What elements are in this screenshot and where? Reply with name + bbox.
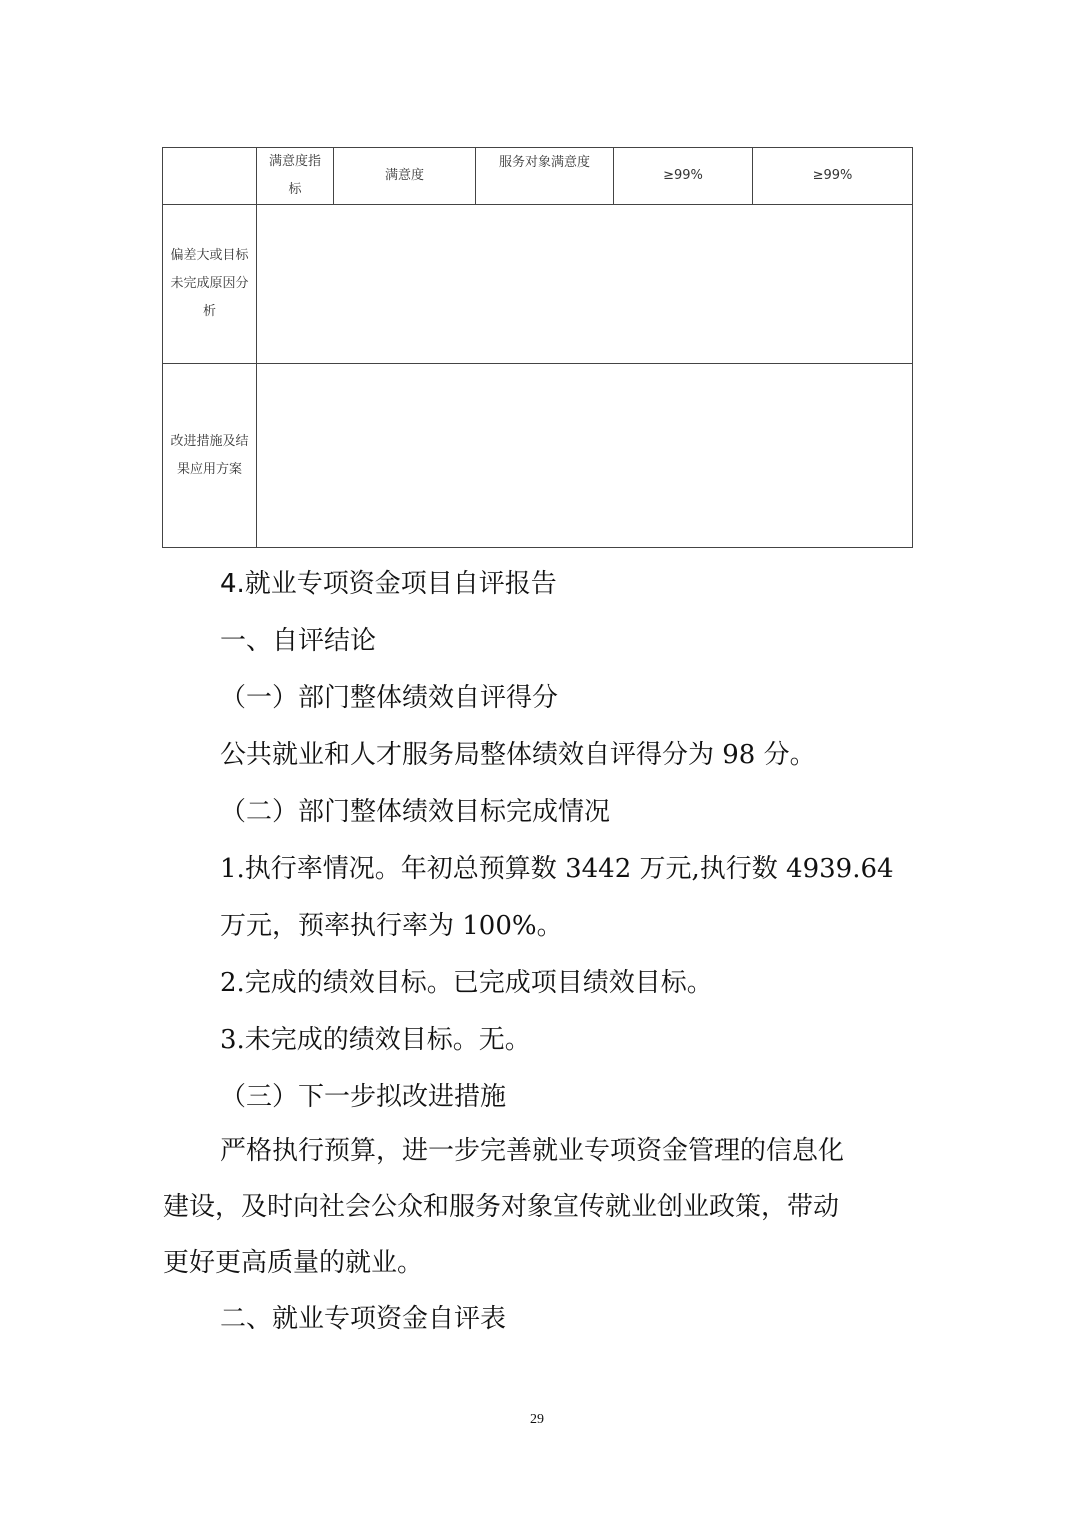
table-cell-target: ≥99% <box>614 148 753 205</box>
paragraph-completed-goals: 2.完成的绩效目标。已完成项目绩效目标。 <box>220 968 713 998</box>
paragraph-uncompleted-goals: 3.未完成的绩效目标。无。 <box>220 1025 531 1055</box>
table-cell-improvement-label: 改进措施及结果应用方案 <box>163 364 257 548</box>
table-cell-subcategory: 满意度 <box>334 148 476 205</box>
paragraph-execution-rate-line1: 1.执行率情况。年初总预算数 3442 万元,执行数 4939.64 <box>220 854 894 884</box>
paragraph-measures-line2: 建设，及时向社会公众和服务对象宣传就业创业政策，带动 <box>163 1192 840 1222</box>
heading-self-evaluation-table: 二、就业专项资金自评表 <box>220 1304 507 1334</box>
table-cell-category: 满意度指标 <box>257 148 334 205</box>
table-cell-actual: ≥99% <box>753 148 913 205</box>
subheading-next-steps: （三）下一步拟改进措施 <box>220 1082 507 1112</box>
heading-self-evaluation-conclusion: 一、自评结论 <box>220 626 377 656</box>
table-row <box>163 148 913 205</box>
page-number: 29 <box>530 1412 544 1427</box>
table-row <box>163 364 913 548</box>
table-cell-indicator: 服务对象满意度 <box>476 148 614 205</box>
paragraph-execution-rate-line2: 万元，预率执行率为 100%。 <box>220 911 563 941</box>
table-cell-deviation-content <box>257 205 913 364</box>
paragraph-measures-line1: 严格执行预算，进一步完善就业专项资金管理的信息化 <box>220 1136 845 1166</box>
table-row <box>163 205 913 364</box>
table-cell-empty <box>163 148 257 205</box>
subheading-score: （一）部门整体绩效自评得分 <box>220 683 559 713</box>
subheading-goal-completion: （二）部门整体绩效目标完成情况 <box>220 797 611 827</box>
paragraph-measures-line3: 更好更高质量的就业。 <box>163 1248 424 1278</box>
section-title: 4.就业专项资金项目自评报告 <box>220 569 557 599</box>
performance-table <box>162 147 913 548</box>
table-cell-improvement-content <box>257 364 913 548</box>
table-cell-deviation-label: 偏差大或目标未完成原因分析 <box>163 205 257 364</box>
paragraph-score: 公共就业和人才服务局整体绩效自评得分为 98 分。 <box>220 740 816 770</box>
